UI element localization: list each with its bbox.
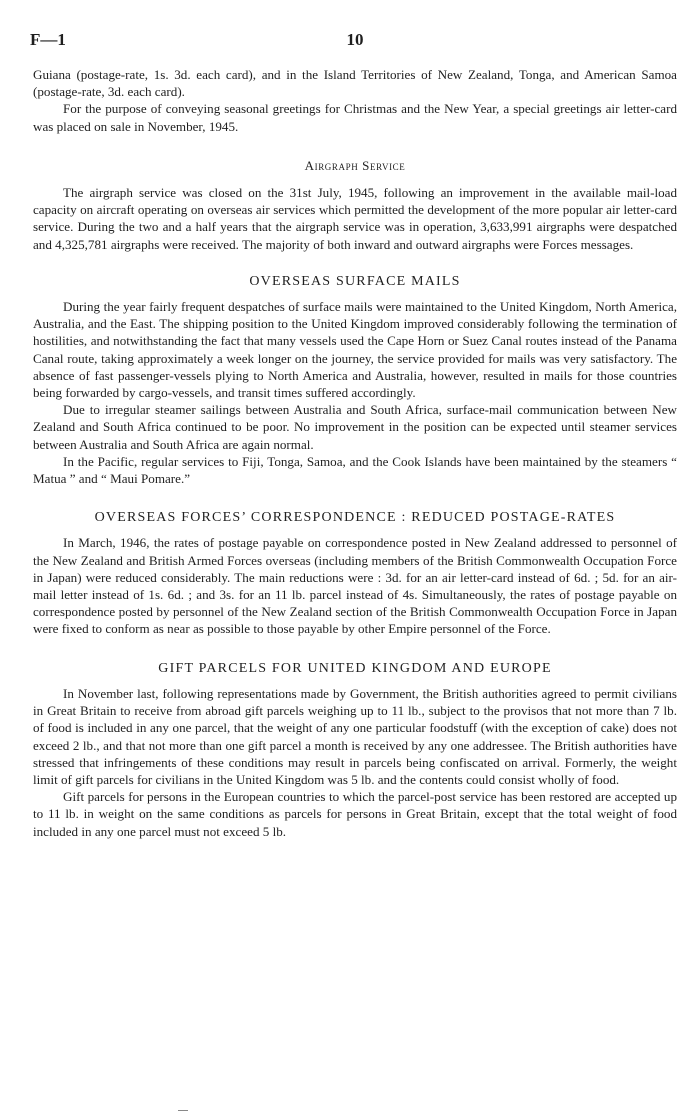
airgraph-heading: Airgraph Service — [304, 157, 406, 173]
surface-paragraph-1: During the year fairly frequent despatches of surface mails were maintained to the United Kingdom, North America, Australia, and the East. The shipping position to the United Kingdom improved considerably following the termination of hostilities, and notwithstanding the fact that many vessels used the Cape Horn or Suez Canal routes instead of the Panama Canal route, taking approximately a week longer on the journey, the service provided for mails was very satisfactory. The absence of fast passenger-vessels plying to North America and Australia, however, resulted in mails for those countries being forwarded by cargo-vessels, and transit times suffered accordingly. — [33, 299, 677, 401]
surface-paragraph-2: Due to irregular steamer sailings between Australia and South Africa, surface-mail communication between New Zealand and South Africa continued to be poor. No improvement in the position can be expected until steamer services between Australia and South Africa are again normal. — [33, 402, 677, 452]
gift-parcels-heading: GIFT PARCELS FOR UNITED KINGDOM AND EUROPE — [158, 660, 552, 676]
footer-mark — [178, 1110, 188, 1111]
gift-paragraph-1: In November last, following representations made by Government, the British authorities agreed to permit civilians in Great Britain to receive from abroad gift parcels weighing up to 11 lb., subject to the provisos that not more than 7 lb. of food is included in any one parcel, that the weight of any one particular foodstuff (with the exception of cake) does not exceed 2 lb., and that not more than one gift parcel a month is received by any one addressee. The British authorities have stressed that infringements of these conditions may result in parcels being confiscated on arrival. Formerly, the weight limit of gift parcels for civilians in the United Kingdom was 5 lb. and the contents could consist wholly of food. — [33, 685, 677, 787]
airgraph-paragraph: The airgraph service was closed on the 31st July, 1945, following an improvement in the available mail-load capacity on aircraft operating on overseas air services which permitted the development of the more popular air letter-card service. During the two and a half years that the airgraph service was in operation, 3,633,991 airgraphs were despatched and 4,325,781 airgraphs were received. The majority of both inward and outward airgraphs were Forces messages. — [33, 185, 677, 252]
page-number: 10 — [346, 30, 364, 49]
gift-paragraph-2: Gift parcels for persons in the European countries to which the parcel-post service has been restored are accepted up to 11 lb. in weight on the same conditions as parcels for persons in Great Britain, except that the total weight of food included in any one parcel must not exceed 5 lb. — [33, 789, 677, 839]
document-reference: F—1 — [30, 30, 66, 49]
forces-paragraph: In March, 1946, the rates of postage payable on correspondence posted in New Zealand addressed to personnel of the New Zealand and British Armed Forces overseas (including members of the British Commonwealth Occupation Force in Japan) were reduced considerably. The main reductions were : 3d. for an air letter-card instead of 6d. ; 5d. for an air-mail letter instead of 1s. 6d. ; and 3s. for an 11 lb. parcel instead of 4s. Simultaneously, the rates of postage payable on correspondence posted by personnel of the New Zealand section of the British Commonwealth Occupation Force in Japan were fixed to conform as near as possible to those payable by other Empire personnel of the Force. — [33, 535, 677, 637]
forces-correspondence-heading: OVERSEAS FORCES’ CORRESPONDENCE : REDUCED POSTAGE-RATES — [94, 510, 616, 526]
intro-paragraph-2: For the purpose of conveying seasonal greetings for Christmas and the New Year, a special greetings air letter-card was placed on sale in November, 1945. — [33, 101, 677, 134]
intro-paragraph-1: Guiana (postage-rate, 1s. 3d. each card), and in the Island Territories of New Zealand, Tonga, and American Samoa (postage-rate, 3d. each card). — [33, 67, 677, 100]
surface-paragraph-3: In the Pacific, regular services to Fiji, Tonga, Samoa, and the Cook Islands have been maintained by the steamers “ Matua ” and “ Maui Pomare.” — [33, 453, 677, 487]
document-body — [33, 66, 677, 840]
surface-mails-heading: OVERSEAS SURFACE MAILS — [249, 273, 461, 289]
page-header — [30, 30, 680, 52]
